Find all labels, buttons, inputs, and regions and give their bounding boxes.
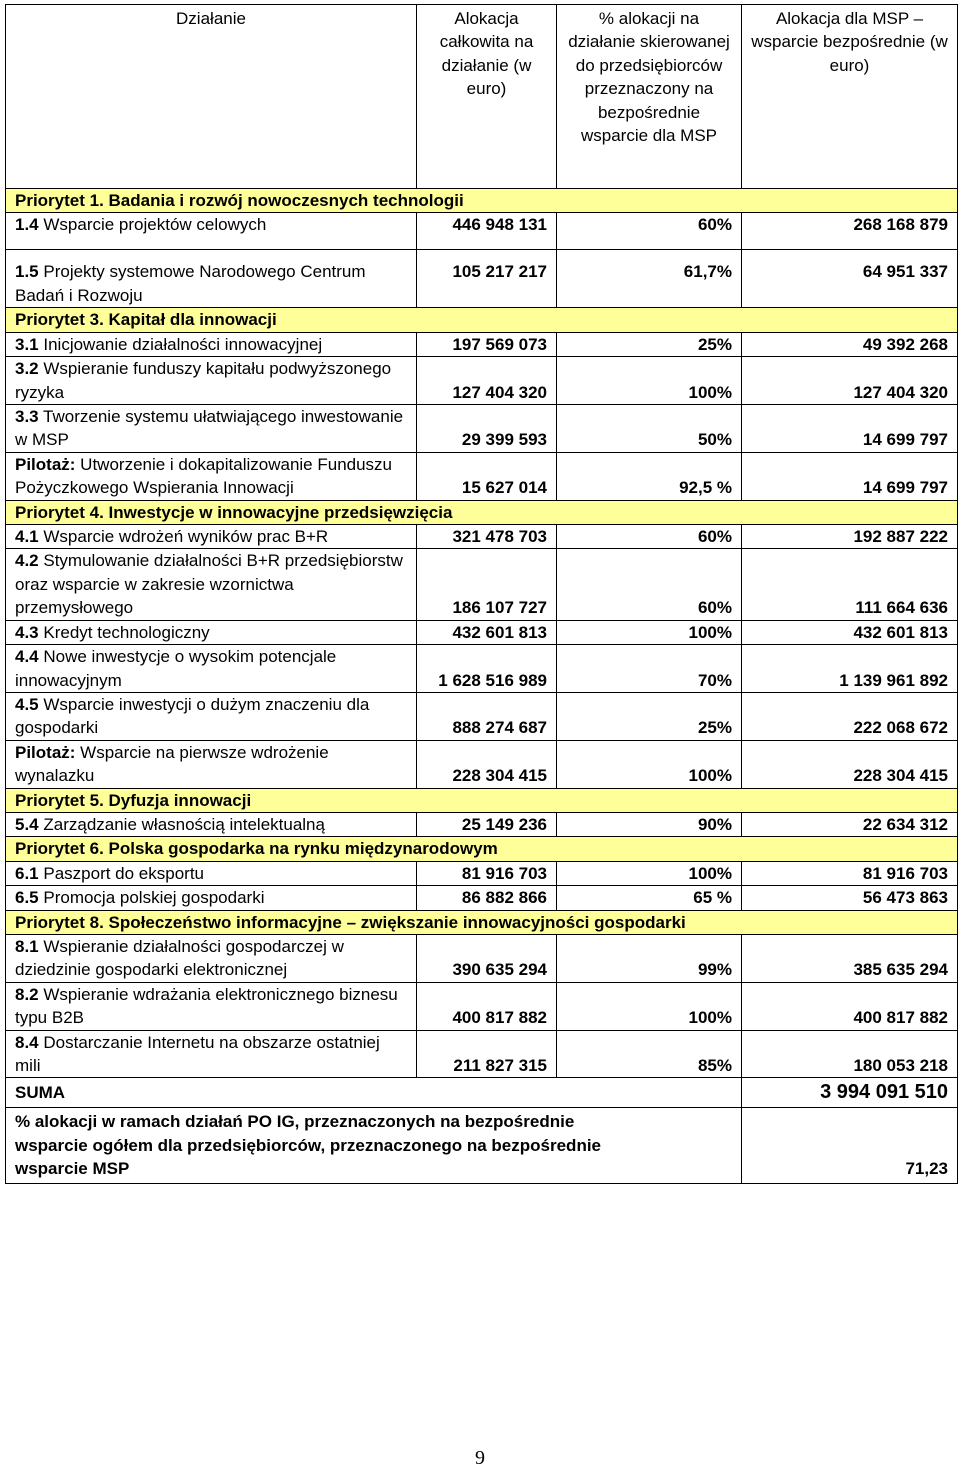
msp-3-1: 49 392 268 [742,332,958,356]
total-6-1: 81 916 703 [417,861,557,885]
total-3-1: 197 569 073 [417,332,557,356]
total-8-1: 390 635 294 [417,934,557,982]
pct-pilotaz-2: 100% [557,740,742,788]
pct-8-2: 100% [557,982,742,1030]
msp-1-4: 268 168 879 [742,213,958,250]
sum-label: SUMA [6,1078,742,1108]
msp-3-2: 127 404 320 [742,357,958,405]
pct-3-1: 25% [557,332,742,356]
priority-row [6,837,958,861]
action-4-4: 4.4 Nowe inwestycje o wysokim potencjale innowacyjnym [6,645,417,693]
action-6-5: 6.5 Promocja polskiej gospodarki [6,886,417,910]
total-5-4: 25 149 236 [417,812,557,836]
total-3-2: 127 404 320 [417,357,557,405]
total-4-5: 888 274 687 [417,692,557,740]
table-row [6,549,958,620]
pct-8-4: 85% [557,1030,742,1078]
header-row [6,5,958,189]
msp-pilotaz-2: 228 304 415 [742,740,958,788]
msp-8-2: 400 817 882 [742,982,958,1030]
priority-row [6,500,958,524]
percent-label: % alokacji w ramach działań PO IG, przeznaczonych na bezpośrednie wsparcie ogółem dla przedsiębiorców, przeznaczonego na bezpośrednie wsparcie MSP [6,1108,742,1183]
table-row [6,525,958,549]
msp-8-4: 180 053 218 [742,1030,958,1078]
action-3-3: 3.3 Tworzenie systemu ułatwiającego inwestowanie w MSP [6,405,417,453]
priority-row [6,189,958,213]
sum-row [6,1078,958,1108]
table-row [6,213,958,250]
table-row [6,861,958,885]
total-pilotaz-1: 15 627 014 [417,452,557,500]
priority-row [6,788,958,812]
table-row [6,740,958,788]
table-row [6,934,958,982]
msp-6-1: 81 916 703 [742,861,958,885]
allocation-table [5,4,958,1184]
table-row [6,357,958,405]
pct-3-2: 100% [557,357,742,405]
action-pilotaz-1: Pilotaż: Utworzenie i dokapitalizowanie Funduszu Pożyczkowego Wspierania Innowacji [6,452,417,500]
table-row [6,886,958,910]
total-8-2: 400 817 882 [417,982,557,1030]
action-6-1: 6.1 Paszport do eksportu [6,861,417,885]
total-1-4: 446 948 131 [417,213,557,250]
total-8-4: 211 827 315 [417,1030,557,1078]
action-8-4: 8.4 Dostarczanie Internetu na obszarze ostatniej mili [6,1030,417,1078]
table-row [6,452,958,500]
action-4-2: 4.2 Stymulowanie działalności B+R przedsiębiorstw oraz wsparcie w zakresie wzornictwa przemysłowego [6,549,417,620]
pct-4-2: 60% [557,549,742,620]
table-row [6,1030,958,1078]
msp-4-4: 1 139 961 892 [742,645,958,693]
action-5-4: 5.4 Zarządzanie własnością intelektualną [6,812,417,836]
total-4-4: 1 628 516 989 [417,645,557,693]
priority-4: Priorytet 4. Inwestycje w innowacyjne przedsięwzięcia [6,500,958,524]
page-number: 9 [475,1447,485,1469]
table-row [6,692,958,740]
pct-6-5: 65 % [557,886,742,910]
action-1-5: 1.5 Projekty systemowe Narodowego Centrum Badań i Rozwoju [6,250,417,308]
percent-value: 71,23 [742,1108,958,1183]
sum-value: 3 994 091 510 [742,1078,958,1108]
table-row [6,332,958,356]
priority-row [6,308,958,332]
pct-4-1: 60% [557,525,742,549]
total-6-5: 86 882 866 [417,886,557,910]
priority-1: Priorytet 1. Badania i rozwój nowoczesnych technologii [6,189,958,213]
msp-4-1: 192 887 222 [742,525,958,549]
action-4-3: 4.3 Kredyt technologiczny [6,620,417,644]
table-row [6,620,958,644]
percent-row [6,1108,958,1183]
total-4-1: 321 478 703 [417,525,557,549]
pct-pilotaz-1: 92,5 % [557,452,742,500]
pct-6-1: 100% [557,861,742,885]
pct-3-3: 50% [557,405,742,453]
action-3-2: 3.2 Wspieranie funduszy kapitału podwyższonego ryzyka [6,357,417,405]
pct-4-4: 70% [557,645,742,693]
msp-5-4: 22 634 312 [742,812,958,836]
action-pilotaz-2: Pilotaż: Wsparcie na pierwsze wdrożenie wynalazku [6,740,417,788]
table-row [6,982,958,1030]
priority-5: Priorytet 5. Dyfuzja innowacji [6,788,958,812]
total-4-2: 186 107 727 [417,549,557,620]
pct-5-4: 90% [557,812,742,836]
action-4-1: 4.1 Wsparcie wdrożeń wyników prac B+R [6,525,417,549]
header-dzialanie: Działanie [6,5,417,189]
action-8-1: 8.1 Wspieranie działalności gospodarczej w dziedzinie gospodarki elektronicznej [6,934,417,982]
total-3-3: 29 399 593 [417,405,557,453]
priority-6: Priorytet 6. Polska gospodarka na rynku międzynarodowym [6,837,958,861]
table-row [6,250,958,308]
msp-3-3: 14 699 797 [742,405,958,453]
action-1-4: 1.4 Wsparcie projektów celowych [6,213,417,250]
msp-4-3: 432 601 813 [742,620,958,644]
pct-4-3: 100% [557,620,742,644]
msp-1-5: 64 951 337 [742,250,958,308]
header-msp: Alokacja dla MSP – wsparcie bezpośrednie (w euro) [742,5,958,189]
msp-4-5: 222 068 672 [742,692,958,740]
pct-1-4: 60% [557,213,742,250]
msp-8-1: 385 635 294 [742,934,958,982]
priority-row [6,910,958,934]
total-4-3: 432 601 813 [417,620,557,644]
table-row [6,405,958,453]
msp-4-2: 111 664 636 [742,549,958,620]
msp-6-5: 56 473 863 [742,886,958,910]
table-row [6,812,958,836]
header-total: Alokacja całkowita na działanie (w euro) [417,5,557,189]
total-1-5: 105 217 217 [417,250,557,308]
action-4-5: 4.5 Wsparcie inwestycji o dużym znaczeniu dla gospodarki [6,692,417,740]
priority-8: Priorytet 8. Społeczeństwo informacyjne – zwiększanie innowacyjności gospodarki [6,910,958,934]
pct-8-1: 99% [557,934,742,982]
msp-pilotaz-1: 14 699 797 [742,452,958,500]
action-3-1: 3.1 Inicjowanie działalności innowacyjnej [6,332,417,356]
header-percent: % alokacji na działanie skierowanej do przedsiębiorców przeznaczony na bezpośrednie wsparcie dla MSP [557,5,742,189]
pct-4-5: 25% [557,692,742,740]
priority-3: Priorytet 3. Kapitał dla innowacji [6,308,958,332]
table-row [6,645,958,693]
pct-1-5: 61,7% [557,250,742,308]
action-8-2: 8.2 Wspieranie wdrażania elektronicznego biznesu typu B2B [6,982,417,1030]
total-pilotaz-2: 228 304 415 [417,740,557,788]
